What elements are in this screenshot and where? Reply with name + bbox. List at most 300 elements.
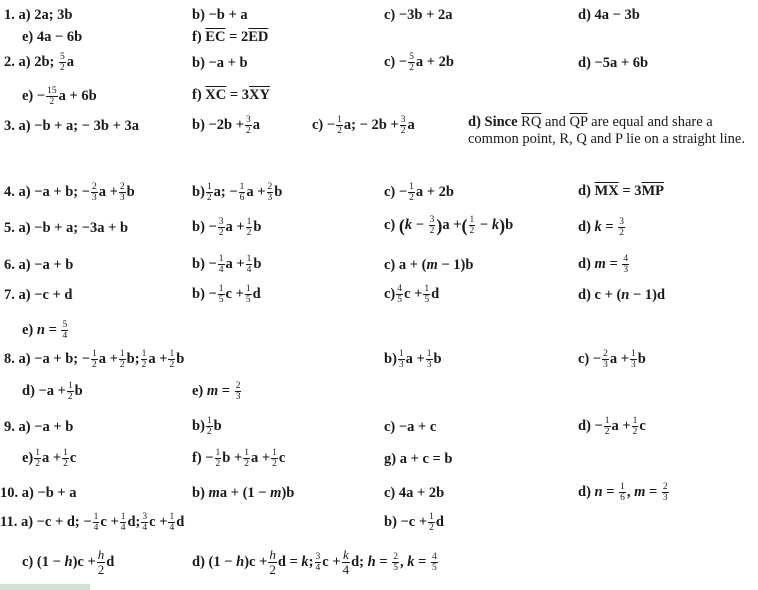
- answer-text: d: [252, 285, 261, 302]
- answer-text: c: [639, 417, 646, 434]
- fraction-denominator: 4: [315, 563, 321, 573]
- answer-text: m: [426, 257, 438, 273]
- answer-text: =: [375, 553, 392, 570]
- fraction: [423, 284, 430, 305]
- fraction-denominator: 2: [35, 459, 41, 469]
- answer-text: d =: [277, 553, 302, 570]
- q8-c: [578, 349, 646, 370]
- fraction-denominator: 2: [246, 228, 252, 238]
- answer-text: a +: [42, 449, 62, 466]
- fraction-denominator: 3: [92, 193, 97, 203]
- answer-text: b: [213, 417, 222, 434]
- answer-text: b: [637, 350, 646, 367]
- answer-text: a +: [98, 350, 118, 367]
- answer-text: d: [106, 553, 115, 570]
- answer-text: a + (1 −: [219, 485, 271, 501]
- answer-text: n: [36, 321, 45, 338]
- answer-text: =: [605, 255, 622, 272]
- answer-text: h: [236, 553, 245, 570]
- fraction-numerator: 1: [239, 182, 245, 192]
- answer-text: b) −2b +: [192, 116, 244, 133]
- answer-text: d: [176, 513, 185, 530]
- fraction-numerator: 5: [409, 52, 414, 62]
- fraction-denominator: 2: [141, 360, 147, 370]
- answer-text: d): [578, 218, 591, 235]
- fraction: [428, 512, 435, 533]
- answer-text: c) a + (: [384, 257, 427, 273]
- fraction-numerator: 1: [337, 115, 342, 125]
- q5-a: [4, 219, 128, 237]
- fraction: [268, 548, 277, 577]
- fraction-numerator: 1: [67, 381, 73, 391]
- fraction-numerator: 2: [393, 552, 398, 562]
- q9-b: [192, 416, 222, 437]
- q2-a: [4, 52, 74, 73]
- answer-text: b) −: [192, 255, 217, 272]
- answer-text: a +: [405, 350, 425, 367]
- answer-text: m: [208, 485, 220, 501]
- q2-f: [192, 86, 270, 104]
- q10-c: c) 4a + 2b: [384, 485, 445, 501]
- q9-d: [578, 416, 646, 437]
- q9-c: c) −a + c: [384, 419, 437, 435]
- answer-text: c +: [225, 285, 244, 302]
- answer-text: d) (1 −: [192, 553, 237, 570]
- fraction-numerator: 1: [120, 512, 126, 522]
- answer-text: b: [74, 382, 83, 399]
- fraction: [120, 512, 127, 533]
- fraction: [400, 115, 407, 136]
- answer-text: =: [218, 382, 234, 399]
- fraction: [632, 416, 639, 437]
- answer-text: b: [505, 216, 514, 233]
- answer-text: k: [491, 216, 500, 233]
- q11-b: [384, 512, 444, 533]
- fraction-numerator: 1: [141, 349, 147, 359]
- answer-text: $\overline{RQ}$: [521, 114, 542, 130]
- fraction-numerator: 1: [246, 217, 252, 227]
- answer-text: )b: [281, 485, 295, 501]
- answer-text: d: [431, 285, 440, 302]
- fraction-numerator: h: [269, 547, 276, 562]
- fraction-denominator: 3: [398, 360, 404, 370]
- fraction-numerator: 5: [59, 52, 65, 62]
- fraction-denominator: 2: [604, 427, 610, 437]
- page-bottom-strip: [0, 584, 758, 590]
- answer-text: d): [578, 255, 591, 272]
- fraction-denominator: 2: [63, 459, 68, 469]
- fraction: [271, 448, 278, 469]
- answer-text: c) −: [312, 116, 336, 133]
- answer-text: a) −b + a; −3a + b: [18, 220, 129, 236]
- answer-text: 6.: [4, 257, 15, 273]
- answer-text: c +: [100, 513, 119, 530]
- answer-text: a: [252, 116, 260, 133]
- fraction-numerator: 1: [469, 215, 475, 225]
- answer-text: m: [206, 382, 219, 399]
- answer-text: =: [414, 553, 430, 570]
- fraction: [119, 349, 126, 370]
- answer-text: a + 6b: [58, 87, 97, 104]
- fraction: [315, 552, 322, 573]
- fraction: [206, 182, 213, 203]
- answer-text: b) −: [192, 218, 217, 235]
- fraction-denominator: 4: [246, 265, 252, 275]
- fraction: [342, 548, 351, 577]
- fraction: [119, 182, 126, 203]
- answer-text: d): [578, 183, 591, 199]
- answer-text: a +: [225, 255, 245, 272]
- fraction-denominator: 6: [620, 493, 625, 503]
- fraction: [267, 182, 274, 203]
- answer-text: c): [384, 216, 396, 233]
- answer-text: a + 2b: [415, 53, 454, 70]
- fraction: [239, 182, 246, 203]
- q8-e: [192, 381, 242, 402]
- fraction-denominator: 2: [97, 562, 105, 577]
- fraction-denominator: 3: [631, 360, 636, 370]
- answer-text: = 3: [618, 183, 642, 199]
- fraction: [243, 448, 250, 469]
- q1-f: [192, 28, 268, 46]
- q1-e: e) 4a − 6b: [22, 29, 83, 45]
- answer-text: e): [192, 382, 204, 399]
- fraction-numerator: 1: [218, 254, 224, 264]
- fraction-numerator: 1: [206, 416, 212, 426]
- fraction-denominator: 3: [662, 493, 668, 503]
- fraction: [398, 349, 405, 370]
- answer-text: )c +: [72, 553, 96, 570]
- fraction-denominator: 4: [93, 523, 99, 533]
- fraction: [392, 552, 399, 573]
- fraction-numerator: 2: [235, 381, 241, 391]
- fraction-denominator: 3: [603, 360, 608, 370]
- fraction-denominator: 4: [120, 523, 126, 533]
- answer-text: 4.: [4, 183, 15, 200]
- q11-d: [192, 548, 439, 577]
- answer-text: a +: [98, 183, 118, 200]
- answer-text: = 2: [225, 29, 249, 45]
- answer-text: f) −: [192, 449, 214, 466]
- answer-text: )c +: [244, 553, 268, 570]
- fraction: [59, 52, 66, 73]
- answer-text: f): [192, 29, 202, 45]
- q7-d: [578, 286, 665, 304]
- fraction-denominator: 6: [239, 193, 245, 203]
- answer-text: b): [192, 183, 205, 200]
- q9-e: [22, 448, 76, 469]
- answer-text: a: [407, 116, 415, 133]
- fraction-denominator: 2: [619, 228, 625, 238]
- q2-c: [384, 52, 454, 73]
- answer-text: and: [541, 114, 570, 130]
- answer-text: 3.: [4, 118, 15, 134]
- q1-b: b) −b + a: [192, 7, 248, 23]
- fraction: [618, 217, 625, 238]
- fraction-numerator: 1: [93, 512, 99, 522]
- fraction: [245, 284, 252, 305]
- answer-text: =: [645, 483, 661, 500]
- answer-text: b +: [222, 449, 243, 466]
- fraction-denominator: 2: [218, 228, 224, 238]
- fraction-denominator: 5: [218, 295, 224, 305]
- fraction-denominator: 2: [337, 126, 342, 136]
- answer-text: = 3: [226, 87, 250, 103]
- fraction: [622, 254, 629, 275]
- answer-text: a +: [225, 218, 245, 235]
- answer-text: k: [407, 553, 415, 570]
- fraction: [141, 349, 148, 370]
- q9-f: [192, 448, 285, 469]
- fraction-numerator: 2: [92, 182, 97, 192]
- answer-text: e) −: [22, 87, 46, 104]
- fraction-numerator: 1: [246, 254, 252, 264]
- fraction-denominator: 2: [119, 360, 125, 370]
- q7-c: [384, 284, 439, 305]
- q8-a: [4, 349, 184, 370]
- fraction-numerator: 4: [623, 254, 629, 264]
- fraction-numerator: 1: [169, 349, 175, 359]
- answer-text: $\overline{ED}$: [248, 29, 269, 45]
- fraction-denominator: 4: [142, 523, 148, 533]
- fraction-denominator: 2: [400, 126, 406, 136]
- answer-text: c) −: [578, 350, 602, 367]
- fraction: [246, 217, 253, 238]
- fraction-numerator: 2: [267, 182, 273, 192]
- fraction-denominator: 2: [169, 360, 175, 370]
- fraction-denominator: 4: [169, 523, 175, 533]
- answer-text: $\overline{XY}$: [249, 87, 270, 103]
- fraction: [662, 482, 669, 503]
- answer-text: 11.: [0, 513, 18, 530]
- answer-text: h: [64, 553, 73, 570]
- fraction: [408, 182, 415, 203]
- q10-b: [192, 484, 294, 502]
- fraction-denominator: 2: [409, 193, 414, 203]
- q7-e: [22, 320, 69, 341]
- answer-text: ;: [308, 553, 314, 570]
- fraction: [246, 254, 253, 275]
- fraction-denominator: 5: [424, 295, 430, 305]
- q1-d: d) 4a − 3b: [578, 7, 640, 23]
- q7-a: [4, 286, 72, 304]
- q8-b: [384, 349, 442, 370]
- fraction: [61, 320, 68, 341]
- answer-text: d;: [351, 553, 368, 570]
- answer-text: c) (1 −: [22, 553, 65, 570]
- fraction: [604, 416, 611, 437]
- answer-text: e): [22, 449, 34, 466]
- answer-text: h: [367, 553, 376, 570]
- answer-text: a) −a + b: [18, 419, 74, 435]
- fraction-numerator: 1: [398, 349, 404, 359]
- answer-text: d) −: [578, 417, 603, 434]
- fraction-denominator: 2: [429, 226, 435, 236]
- fraction-denominator: 4: [62, 331, 68, 341]
- answer-text: m: [594, 255, 606, 272]
- answer-text: ,: [399, 553, 408, 570]
- q8-d: [22, 381, 83, 402]
- answer-text: a) −b + a: [21, 485, 77, 501]
- q3-c: [312, 115, 415, 136]
- fraction-numerator: 4: [431, 552, 437, 562]
- q1-row: [4, 6, 72, 24]
- fraction-numerator: 3: [218, 217, 224, 227]
- answer-text: 2.: [4, 53, 15, 70]
- fraction: [218, 254, 225, 275]
- answer-text: n: [621, 287, 630, 303]
- answer-text: k: [404, 216, 413, 233]
- fraction: [336, 115, 343, 136]
- answer-text: a +: [611, 417, 631, 434]
- fraction-numerator: 2: [603, 349, 608, 359]
- q4-c: [384, 182, 454, 203]
- fraction: [93, 512, 100, 533]
- fraction: [619, 482, 626, 503]
- fraction-numerator: 3: [400, 115, 406, 125]
- answer-text: 10.: [0, 485, 19, 501]
- answer-text: −: [412, 216, 428, 233]
- fraction-denominator: 3: [426, 360, 432, 370]
- fraction-numerator: 2: [662, 482, 668, 492]
- answer-text: b): [384, 350, 397, 367]
- answer-text: − 1)b: [437, 257, 474, 273]
- parenthesis: (: [398, 215, 405, 236]
- fraction-denominator: 2: [244, 459, 249, 469]
- answer-text: 9.: [4, 419, 15, 435]
- fraction-numerator: 1: [272, 448, 277, 458]
- answer-text: a +: [246, 183, 266, 200]
- answer-text: b) −: [192, 285, 217, 302]
- fraction: [630, 349, 637, 370]
- answer-text: m: [270, 485, 282, 501]
- answer-text: c: [278, 449, 286, 466]
- q6-b: [192, 254, 262, 275]
- fraction: [602, 349, 609, 370]
- answer-text: b;: [126, 350, 140, 367]
- q3-b: [192, 115, 260, 136]
- answer-text: a: [66, 53, 74, 70]
- fraction-numerator: 1: [426, 349, 432, 359]
- fraction: [218, 284, 225, 305]
- answer-text: a) −c + d: [18, 287, 73, 303]
- answer-text: d) Since: [468, 114, 518, 130]
- fraction-denominator: 5: [393, 563, 398, 573]
- answer-text: b: [176, 350, 185, 367]
- answer-text: a) −a + b; −: [18, 350, 91, 367]
- q4-b: [192, 182, 282, 203]
- fraction-denominator: 2: [269, 562, 276, 577]
- fraction-denominator: 2: [469, 226, 475, 236]
- fraction-denominator: 2: [429, 523, 434, 533]
- fraction-numerator: 3: [429, 215, 435, 225]
- fraction-numerator: k: [342, 547, 349, 562]
- answer-text: ,: [626, 483, 635, 500]
- q9-g: g) a + c = b: [384, 451, 453, 467]
- q10-a: [0, 484, 77, 502]
- fraction-numerator: 2: [119, 182, 125, 192]
- answer-text: e): [22, 321, 34, 338]
- q4-d: [578, 182, 664, 200]
- fraction-numerator: 1: [119, 349, 125, 359]
- fraction: [235, 381, 242, 402]
- answer-text: a; − 2b +: [343, 116, 399, 133]
- answer-text: c +: [404, 285, 423, 302]
- fraction-denominator: 2: [409, 63, 414, 73]
- answer-text: a + 2b: [415, 183, 454, 200]
- fraction-denominator: 2: [49, 97, 55, 107]
- answer-text: a +: [251, 449, 271, 466]
- fraction: [429, 215, 436, 236]
- fraction-numerator: 1: [169, 512, 175, 522]
- answer-text: n: [594, 483, 603, 500]
- fraction-numerator: 1: [92, 349, 97, 359]
- answer-text: a +: [442, 216, 462, 233]
- answer-text: are equal and share a common point, R, Q and P lie on a straight line.: [468, 114, 745, 147]
- fraction-numerator: 1: [35, 448, 41, 458]
- fraction-numerator: 1: [409, 182, 414, 192]
- fraction-denominator: 3: [267, 193, 273, 203]
- answer-text: b: [253, 255, 262, 272]
- answer-text: f): [192, 87, 202, 103]
- fraction-numerator: 1: [206, 182, 212, 192]
- answer-text: − 1)d: [629, 287, 666, 303]
- fraction: [34, 448, 41, 469]
- fraction-numerator: 1: [604, 416, 610, 426]
- q5-b: [192, 217, 262, 238]
- fraction-numerator: 5: [62, 320, 68, 330]
- fraction-numerator: 1: [244, 448, 249, 458]
- q6-c: [384, 256, 473, 274]
- q1-number: 1.: [4, 7, 15, 23]
- answer-text: b): [192, 417, 205, 434]
- fraction: [215, 448, 222, 469]
- q6-a: [4, 256, 73, 274]
- answer-text: a +: [609, 350, 630, 367]
- q3-a: [4, 117, 139, 135]
- fraction-numerator: 4: [397, 284, 403, 294]
- answer-text: b) −c +: [384, 513, 428, 530]
- fraction-numerator: 1: [620, 482, 625, 492]
- fraction-denominator: 4: [342, 562, 350, 577]
- answer-text: k: [594, 218, 602, 235]
- parenthesis: ): [436, 215, 443, 236]
- fraction-numerator: 3: [245, 115, 251, 125]
- answer-text: d;: [127, 513, 141, 530]
- q4-a: [4, 182, 135, 203]
- answer-text: $\overline{MP}$: [641, 183, 665, 199]
- answer-text: =: [601, 218, 618, 235]
- answer-text: =: [602, 483, 619, 500]
- fraction: [469, 215, 476, 236]
- fraction: [431, 552, 438, 573]
- fraction: [168, 512, 175, 533]
- answer-text: d) c + (: [578, 287, 622, 303]
- answer-text: −: [476, 216, 492, 233]
- answer-text: 5.: [4, 220, 15, 236]
- parenthesis: (: [461, 215, 468, 236]
- q3-d: [468, 114, 748, 148]
- parenthesis: ): [499, 215, 506, 236]
- fraction-denominator: 5: [245, 295, 251, 305]
- fraction-denominator: 4: [218, 265, 224, 275]
- fraction-denominator: 2: [206, 193, 212, 203]
- q1-a: a) 2a; 3b: [18, 7, 73, 23]
- answer-text: d): [578, 483, 591, 500]
- answer-text: c) −: [384, 183, 408, 200]
- fraction-numerator: 3: [142, 512, 148, 522]
- fraction-denominator: 2: [215, 459, 221, 469]
